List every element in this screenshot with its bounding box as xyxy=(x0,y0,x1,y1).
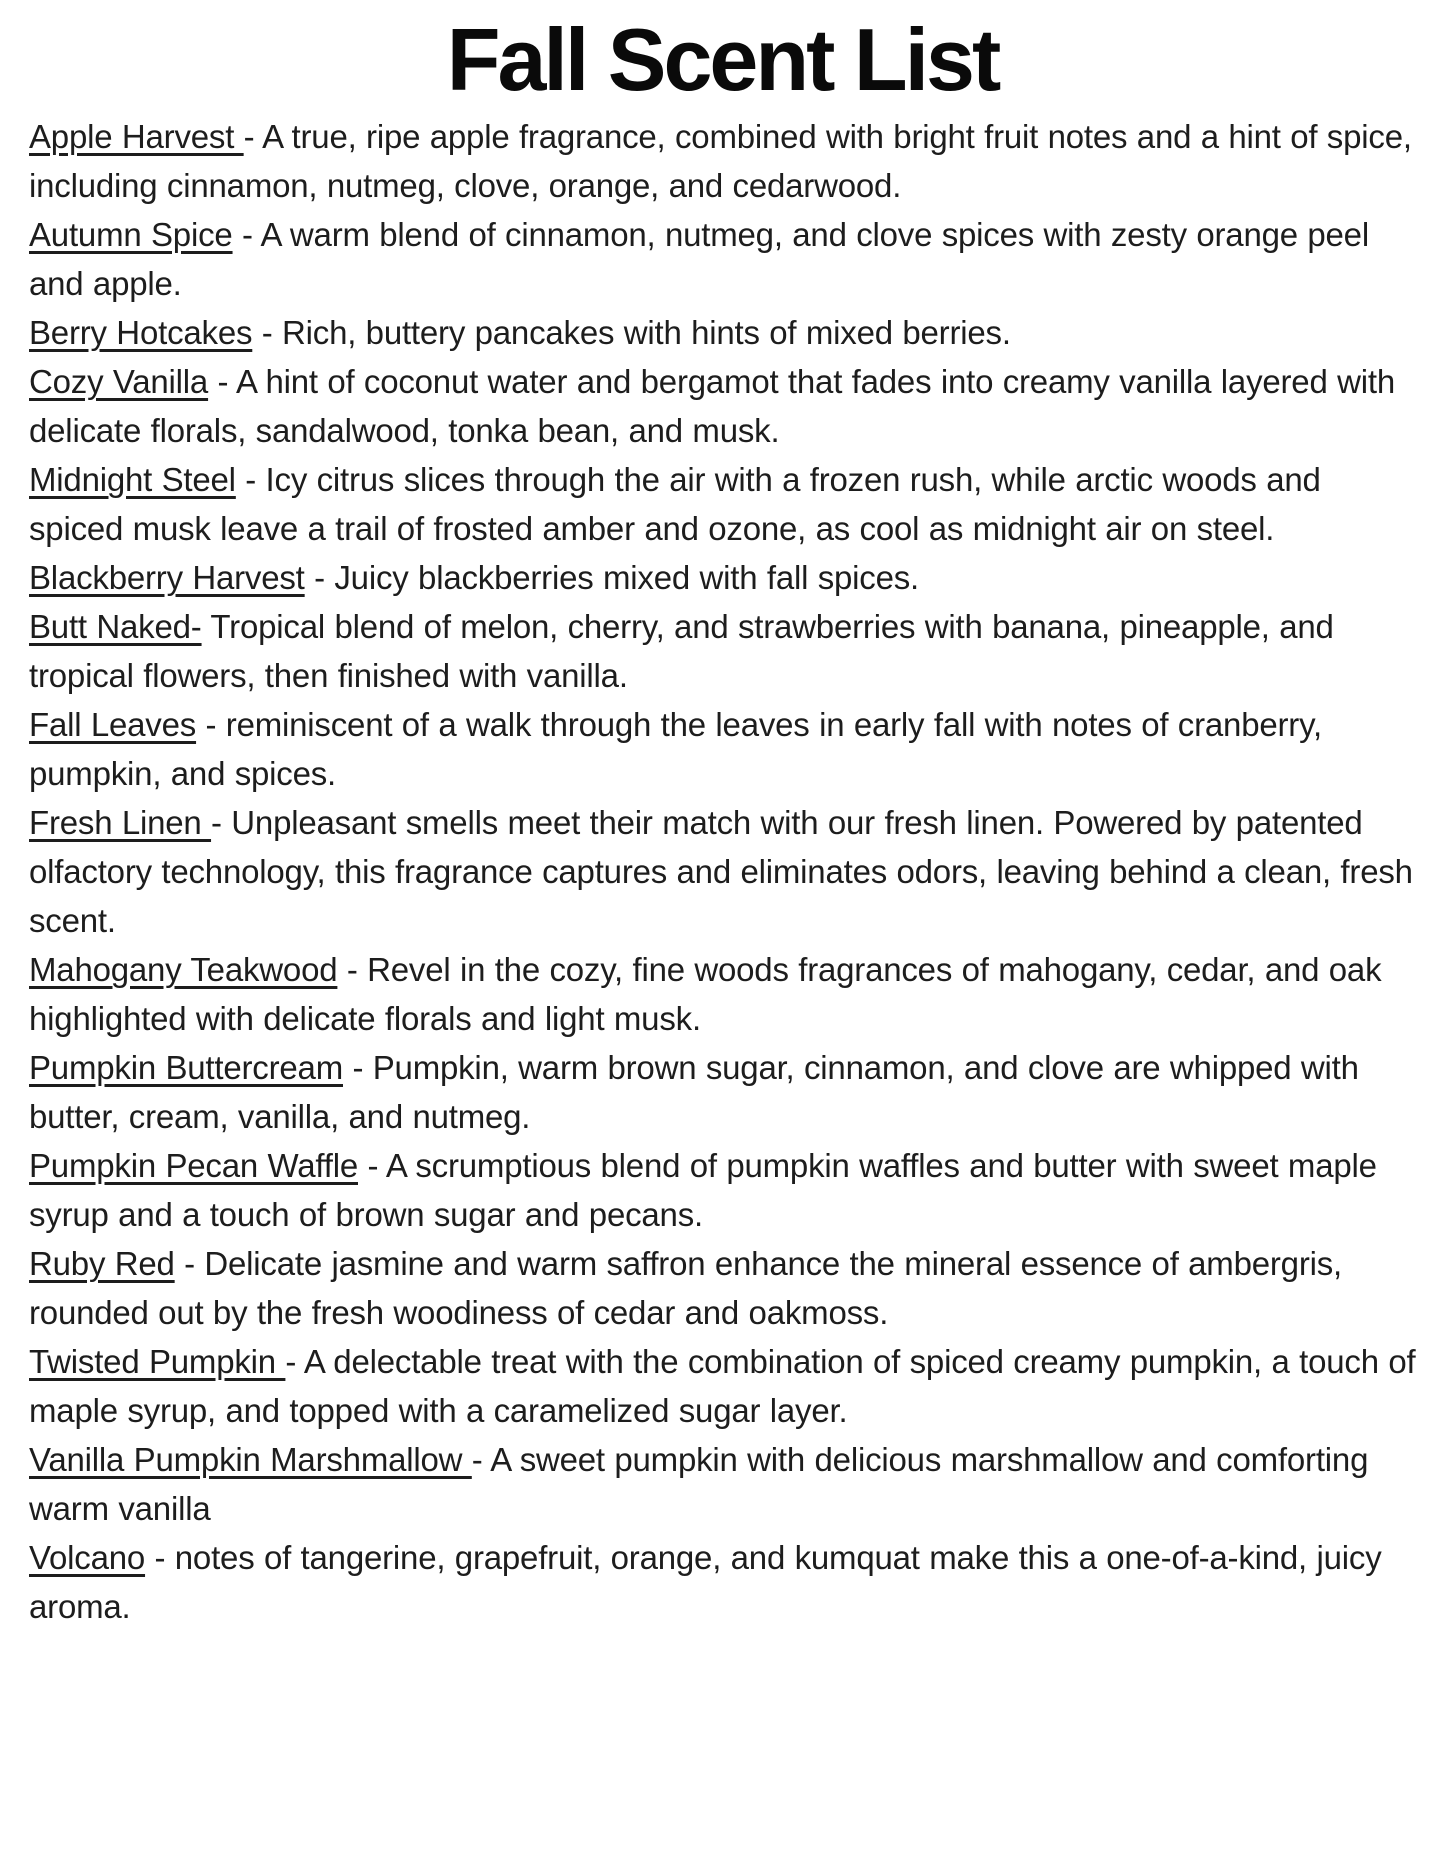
scent-description: - A true, ripe apple fragrance, combined with bright fruit notes and a hint of spice, including cinnamon, nutmeg, clove, orange, and cedarwood. xyxy=(29,118,1422,205)
scent-entry xyxy=(29,1435,1416,1533)
scent-name: Ruby Red xyxy=(29,1245,175,1283)
scent-name: Pumpkin Pecan Waffle xyxy=(29,1147,358,1185)
scent-description: Tropical blend of melon, cherry, and strawberries with banana, pineapple, and tropical flowers, then finished with vanilla. xyxy=(29,608,1344,695)
scent-name: Vanilla Pumpkin Marshmallow xyxy=(29,1441,472,1479)
scent-description: - A delectable treat with the combination of spiced creamy pumpkin, a touch of maple syrup, and topped with a caramelized sugar layer. xyxy=(29,1343,1425,1430)
scent-name: Pumpkin Buttercream xyxy=(29,1049,343,1087)
scent-name: Volcano xyxy=(29,1539,146,1577)
scent-entry xyxy=(29,1043,1416,1141)
scent-name: Midnight Steel xyxy=(29,461,236,499)
scent-description: - Pumpkin, warm brown sugar, cinnamon, and clove are whipped with butter, cream, vanilla, and nutmeg. xyxy=(29,1049,1369,1136)
scent-entry xyxy=(29,210,1416,308)
scent-name: Blackberry Harvest xyxy=(29,559,305,597)
scent-description: - Icy citrus slices through the air with a frozen rush, while arctic woods and spiced musk leave a trail of frosted amber and ozone, as cool as midnight air on steel. xyxy=(29,461,1331,548)
scent-description: - Delicate jasmine and warm saffron enhance the mineral essence of ambergris, rounded out by the fresh woodiness of cedar and oakmoss. xyxy=(29,1245,1352,1332)
scent-name: Fall Leaves xyxy=(29,706,197,744)
scent-description: - Unpleasant smells meet their match with our fresh linen. Powered by patented olfactory technology, this fragrance captures and eliminates odors, leaving behind a clean, fresh scent. xyxy=(29,804,1423,940)
scent-entry xyxy=(29,455,1416,553)
scent-name: Apple Harvest xyxy=(29,118,244,156)
scent-description: - A hint of coconut water and bergamot that fades into creamy vanilla layered with delicate florals, sandalwood, tonka bean, and musk. xyxy=(29,363,1405,450)
scent-entry xyxy=(29,112,1422,210)
scent-name: Butt Naked- xyxy=(29,608,202,646)
scent-description: - A sweet pumpkin with delicious marshmallow and comforting warm vanilla xyxy=(29,1441,1378,1528)
scent-entry xyxy=(29,1141,1416,1239)
scent-entry xyxy=(29,308,1416,357)
scent-name: Twisted Pumpkin xyxy=(29,1343,286,1381)
page-title: Fall Scent List xyxy=(446,10,999,109)
scent-entry xyxy=(29,1533,1416,1631)
scent-entry xyxy=(29,602,1416,700)
scent-name: Berry Hotcakes xyxy=(29,314,253,352)
scent-list xyxy=(0,110,1445,1631)
scent-entry xyxy=(29,1239,1416,1337)
scent-entry xyxy=(29,357,1416,455)
scent-description: - A warm blend of cinnamon, nutmeg, and clove spices with zesty orange peel and apple. xyxy=(29,216,1379,303)
scent-entry xyxy=(29,553,1416,602)
scent-entry xyxy=(29,700,1416,798)
scent-name: Mahogany Teakwood xyxy=(29,951,338,989)
scent-description: - Juicy blackberries mixed with fall spices. xyxy=(304,559,920,597)
scent-description: - Rich, buttery pancakes with hints of mixed berries. xyxy=(252,314,1011,352)
scent-name: Autumn Spice xyxy=(29,216,233,254)
scent-name: Cozy Vanilla xyxy=(29,363,209,401)
scent-description: - reminiscent of a walk through the leaves in early fall with notes of cranberry, pumpkin, and spices. xyxy=(29,706,1332,793)
scent-entry xyxy=(29,945,1416,1043)
scent-name: Fresh Linen xyxy=(29,804,212,842)
scent-entry xyxy=(29,798,1423,945)
scent-description: - Revel in the cozy, fine woods fragrances of mahogany, cedar, and oak highlighted with delicate florals and light musk. xyxy=(29,951,1391,1038)
scent-entry xyxy=(29,1337,1425,1435)
scent-description: - notes of tangerine, grapefruit, orange, and kumquat make this a one-of-a-kind, juicy aroma. xyxy=(29,1539,1391,1626)
scent-description: - A scrumptious blend of pumpkin waffles and butter with sweet maple syrup and a touch of brown sugar and pecans. xyxy=(29,1147,1387,1234)
